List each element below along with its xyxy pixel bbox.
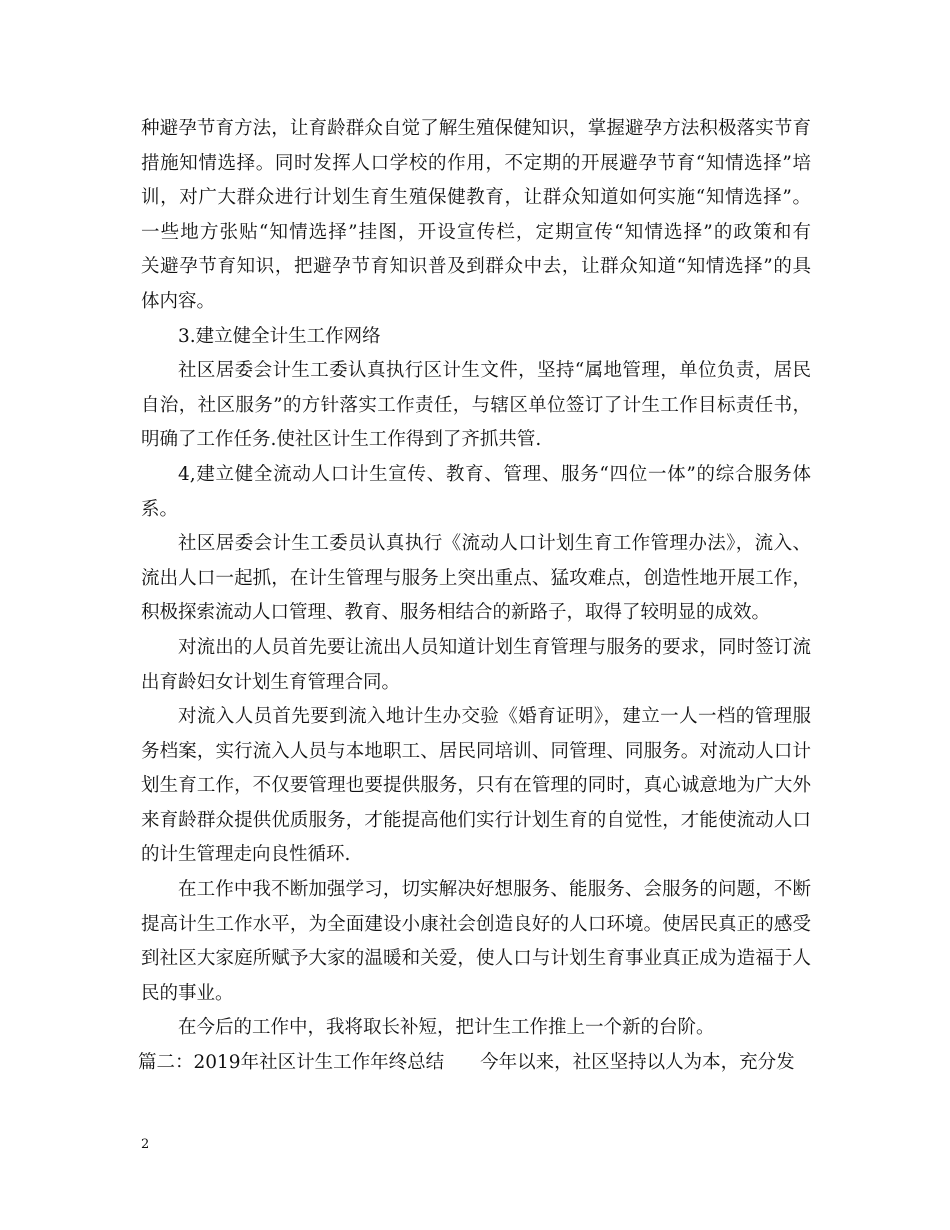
text-line: 一些地方张贴“知情选择”挂图，开设宣传栏，定期宣传“知情选择”的政策和有 bbox=[141, 221, 811, 243]
heading-text: 系。 bbox=[141, 498, 179, 520]
text-line: 出育龄妇女计划生育管理合同。 bbox=[141, 671, 401, 693]
section-title: 篇二：2019年社区计生工作年终总结 bbox=[138, 1052, 445, 1074]
paragraph-9 bbox=[141, 1011, 811, 1046]
paragraph-3 bbox=[141, 354, 811, 458]
tail-line bbox=[138, 1046, 811, 1081]
text-line: 措施知情选择。同时发挥人口学校的作用，不定期的开展避孕节育“知情选择”培 bbox=[141, 152, 811, 174]
paragraph-7 bbox=[141, 700, 811, 873]
paragraph-1 bbox=[141, 112, 811, 320]
section-heading-3 bbox=[141, 320, 811, 355]
text-line: 来育龄群众提供优质服务，才能提高他们实行计划生育的自觉性，才能使流动人口 bbox=[141, 809, 811, 831]
section-opening-text: 今年以来，社区坚持以人为本，充分发 bbox=[480, 1052, 795, 1074]
next-section-start bbox=[138, 1046, 811, 1081]
text-line: 明确了工作任务.使社区计生工作得到了齐抓共管. bbox=[141, 429, 542, 451]
document-body bbox=[138, 112, 811, 1081]
text-line: 对流出的人员首先要让流出人员知道计划生育管理与服务的要求，同时签订流 bbox=[178, 636, 811, 658]
text-line: 种避孕节育方法，让育龄群众自觉了解生殖保健知识，掌握避孕方法积极落实节育 bbox=[141, 118, 811, 139]
text-line: 的计生管理走向良性循环. bbox=[141, 844, 351, 866]
text-line: 体内容。 bbox=[141, 290, 216, 312]
paragraph-8 bbox=[141, 873, 811, 1011]
text-line: 务档案，实行流入人员与本地职工、居民同培训、同管理、同服务。对流动人口计 bbox=[141, 740, 811, 762]
text-line: 对流入人员首先要到流入地计生办交验《婚育证明》，建立一人一档的管理服 bbox=[178, 706, 811, 728]
text-line: 划生育工作，不仅要管理也要提供服务，只有在管理的同时，真心诚意地为广大外 bbox=[141, 775, 811, 797]
page-number: 2 bbox=[141, 1137, 150, 1152]
text-line: 自治，社区服务”的方针落实工作责任，与辖区单位签订了计生工作目标责任书， bbox=[141, 394, 811, 416]
text-line: 民的事业。 bbox=[141, 982, 234, 1004]
text-line: 在今后的工作中，我将取长补短，把计生工作推上一个新的台阶。 bbox=[178, 1017, 715, 1039]
paragraph-5 bbox=[141, 527, 811, 631]
heading-text: 3.建立健全计生工作网络 bbox=[178, 325, 381, 347]
text-line: 提高计生工作水平，为全面建设小康社会创造良好的人口环境。使居民真正的感受 bbox=[141, 913, 811, 935]
text-line: 积极探索流动人口管理、教育、服务相结合的新路子，取得了较明显的成效。 bbox=[141, 602, 771, 624]
heading-text: 4,建立健全流动人口计生宣传、教育、管理、服务“四位一体”的综合服务体 bbox=[178, 463, 811, 485]
text-line: 在工作中我不断加强学习，切实解决好想服务、能服务、会服务的问题，不断 bbox=[178, 879, 811, 901]
text-line: 训，对广大群众进行计划生育生殖保健教育，让群众知道如何实施“知情选择”。 bbox=[141, 187, 811, 209]
text-line: 社区居委会计生工委认真执行区计生文件，坚持“属地管理，单位负责，居民 bbox=[178, 360, 811, 382]
text-line: 流出人口一起抓，在计生管理与服务上突出重点、猛攻难点，创造性地开展工作， bbox=[141, 567, 811, 589]
text-line: 到社区大家庭所赋予大家的温暖和关爱，使人口与计划生育事业真正成为造福于人 bbox=[141, 948, 811, 970]
text-line: 关避孕节育知识，把避孕节育知识普及到群众中去，让群众知道“知情选择”的具 bbox=[141, 256, 811, 278]
text-line: 社区居委会计生工委员认真执行《流动人口计划生育工作管理办法》，流入、 bbox=[178, 533, 811, 555]
section-heading-4 bbox=[141, 458, 811, 527]
paragraph-6 bbox=[141, 631, 811, 700]
